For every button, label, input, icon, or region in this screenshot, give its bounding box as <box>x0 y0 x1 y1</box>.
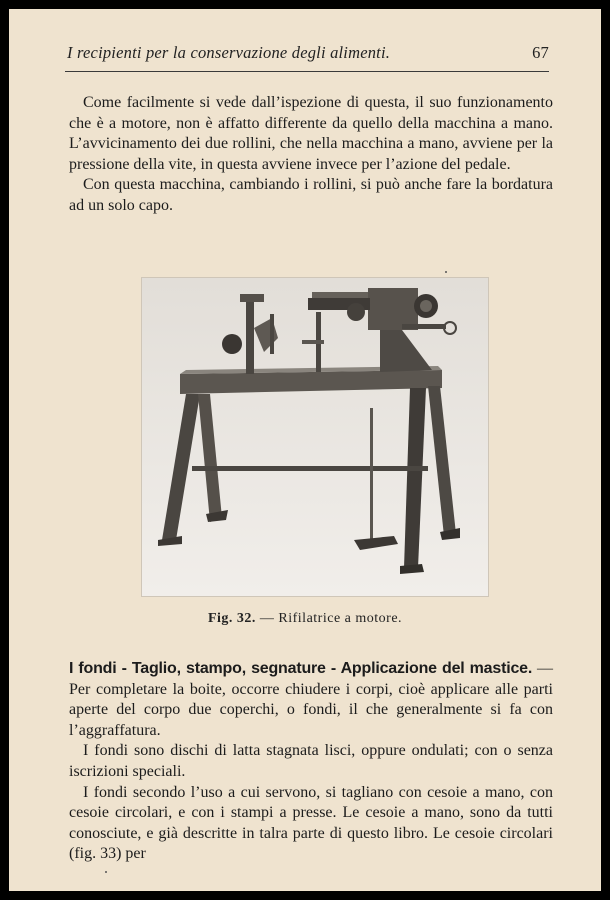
figure-caption-text: — Rifilatrice a motore. <box>259 611 403 626</box>
figure-label: Fig. 32. <box>207 611 256 626</box>
figure-caption <box>9 611 601 627</box>
running-title: I recipienti per la conservazione degli alimenti. <box>67 43 391 62</box>
running-header <box>67 43 549 63</box>
intro-paragraph-1: Come facilmente si vede dall’ispezione di questa, il suo funzionamento che è a motore, non è affatto differente da quello della macchina a mano. L’avvicinamento dei due rollini, che nella macchina a mano, avviene per la pressione della vite, in questa avviene invece per l’azione del pedale. <box>69 94 553 173</box>
intro-text <box>69 93 553 217</box>
paper-speck <box>105 871 107 873</box>
section-paragraph-1 <box>69 659 553 741</box>
book-page <box>9 9 601 891</box>
paper-speck <box>445 271 447 273</box>
section-heading: I fondi - Taglio, stampo, segnature - Applicazione del mastice. <box>69 660 533 677</box>
intro-paragraph-2: Con questa macchina, cambiando i rollini, si può anche fare la bordatura ad un solo capo. <box>69 176 553 214</box>
section-paragraph-3: I fondi secondo l’uso a cui servono, si tagliano con cesoie a mano, con cesoie circolari, e con i stampi a presse. Le cesoie a mano, sono da tutti conosciute, e già descritte in talra parte di questo libro. Le cesoie circolari (fig. 33) per <box>69 783 553 863</box>
header-rule <box>65 71 549 72</box>
machine-illustration <box>141 277 489 597</box>
section-heading-tail: — Per completare la boite, occorre chiudere i corpi, cioè applicare alle parti aperte del corpo due coperchi, o fondi, il che generalmente si fa con l’aggraffatura. <box>69 660 554 739</box>
section-paragraph-2: I fondi sono dischi di latta stagnata lisci, oppure ondulati; con o senza iscrizioni speciali. <box>69 742 553 780</box>
page-number: 67 <box>532 43 549 62</box>
section-text <box>69 659 553 865</box>
